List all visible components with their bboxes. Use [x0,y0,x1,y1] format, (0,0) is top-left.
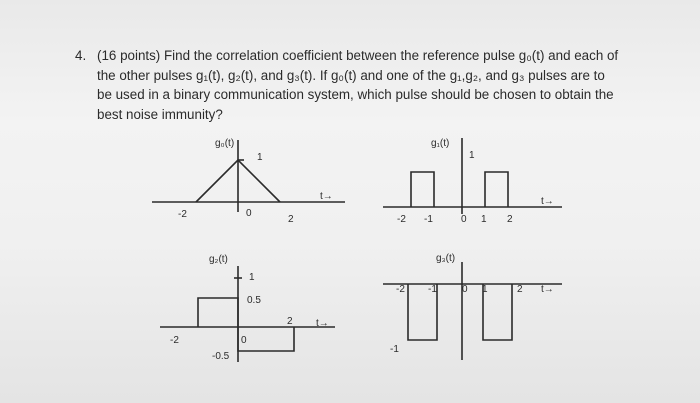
g3-t-label: t→ [541,284,554,295]
g1-pulse-left [411,172,434,207]
g3-tick-neg1: -1 [428,284,437,295]
g2-amp-1: 1 [249,272,255,283]
g2-tick-2: 2 [287,316,293,327]
g0-tick-neg2: -2 [178,209,187,220]
g1-amp-label: 1 [469,150,475,161]
g0-plot [152,140,345,212]
g2-tick-neg2: -2 [170,335,179,346]
g2-title: g₂(t) [209,254,228,265]
question-number: 4. [75,48,87,63]
g0-tick-0: 0 [246,208,252,219]
g1-title: g₁(t) [431,138,450,149]
question-line-4: best noise immunity? [97,106,223,122]
g0-peak-label: 1 [257,152,263,163]
g3-tick-0: 0 [462,284,468,295]
g2-plot [160,266,335,362]
g2-amp-neg05: -0.5 [212,351,230,362]
g2-t-label: t→ [316,318,329,329]
g2-amp-05: 0.5 [247,295,261,306]
question-line-2: the other pulses g₁(t), g₂(t), and g₃(t). If g₀(t) and one of the g₁,g₂, and g₃ pulses are to [97,67,605,83]
g1-tick-neg1: -1 [424,214,433,225]
g1-tick-0: 0 [461,214,467,225]
g0-tick-2: 2 [288,214,294,225]
g2-tick-0: 0 [241,335,247,346]
g1-pulse-right [485,172,508,207]
g3-tick-1: 1 [482,284,488,295]
question-line-3: be used in a binary communication system, which pulse should be chosen to obtain the [97,87,614,102]
g3-title: g₃(t) [436,253,456,264]
g3-tick-2: 2 [517,284,523,295]
g1-tick-2: 2 [507,214,513,225]
g3-plot [383,262,562,360]
question-line-1: (16 points) Find the correlation coefficient between the reference pulse g₀(t) and each of [97,48,619,63]
g3-amp-label: -1 [390,344,399,355]
g1-t-label: t→ [541,196,554,207]
g1-tick-neg2: -2 [397,214,406,225]
g0-title: g₀(t) [215,138,235,149]
g1-tick-1: 1 [481,214,487,225]
g3-tick-neg2: -2 [396,284,405,295]
g0-t-label: t→ [320,191,333,202]
